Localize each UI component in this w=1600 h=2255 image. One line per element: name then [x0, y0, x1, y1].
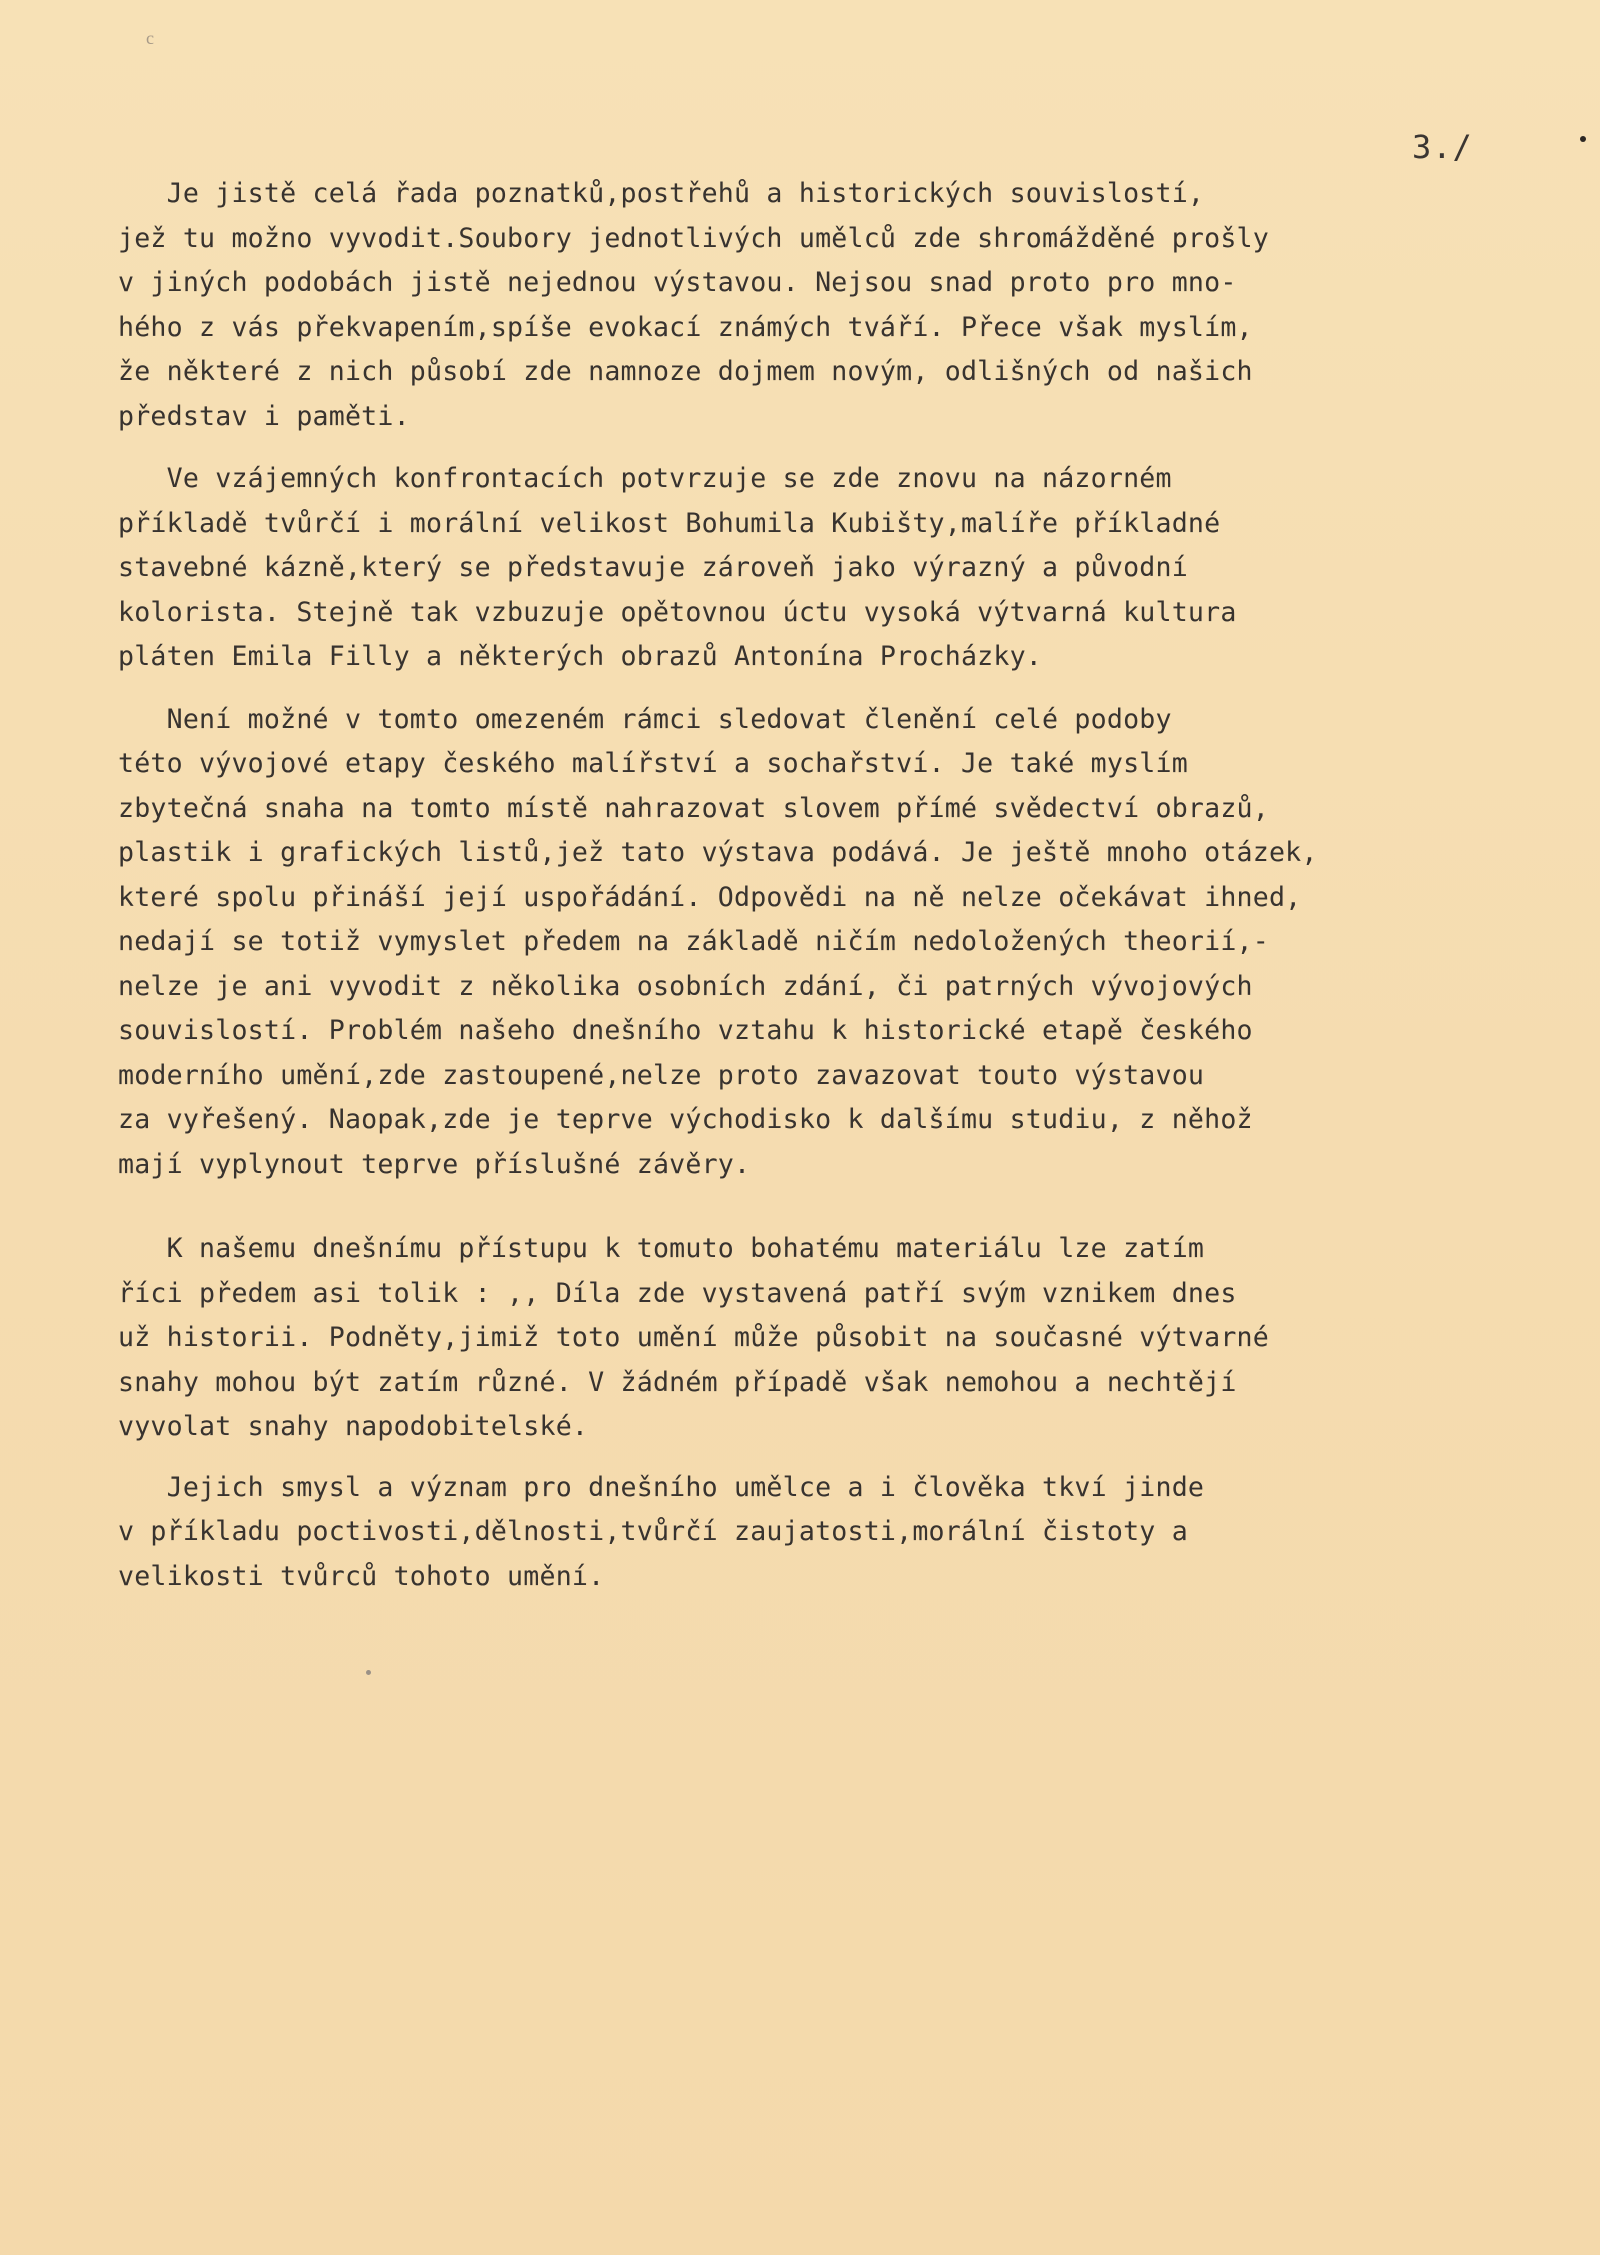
text-line: Ve vzájemných konfrontacích potvrzuje se zde znovu na názorném [118, 463, 1172, 494]
text-line: velikosti tvůrců tohoto umění. [118, 1560, 605, 1592]
paragraph-gap [118, 1450, 1538, 1466]
ink-speck [366, 1670, 371, 1675]
text-line: které spolu přináší její uspořádání. Odpovědi na ně nelze očekávat ihned, [118, 881, 1302, 913]
paragraph-gap [118, 439, 1538, 457]
corner-mark: c [146, 28, 154, 48]
text-line: že některé z nich působí zde namnoze dojmem novým, odlišných od našich [118, 356, 1253, 387]
text-line: v jiných podobách jistě nejednou výstavou. Nejsou snad proto pro mno- [118, 267, 1237, 298]
text-line: za vyřešený. Naopak,zde je teprve východisko k dalšímu studiu, z něhož [118, 1104, 1253, 1135]
text-line: nelze je ani vyvodit z několika osobních zdání, či patrných vývojových [118, 970, 1253, 1002]
ink-speck [1580, 136, 1586, 142]
text-line: říci předem asi tolik : ,, Díla zde vystavená patří svým vznikem dnes [118, 1277, 1237, 1309]
document-body [118, 172, 1538, 1599]
paragraph-5 [118, 1466, 1538, 1600]
text-line: jež tu možno vyvodit.Soubory jednotlivých umělců zde shromážděné prošly [118, 222, 1269, 254]
paragraph-gap [118, 1187, 1538, 1227]
text-line: kolorista. Stejně tak vzbuzuje opětovnou úctu vysoká výtvarná kultura [118, 596, 1237, 628]
text-line: Jejich smysl a význam pro dnešního umělce a i člověka tkví jinde [118, 1471, 1205, 1503]
paragraph-gap [118, 680, 1538, 698]
text-line: Není možné v tomto omezeném rámci sledovat členění celé podoby [118, 703, 1172, 735]
text-line: Je jistě celá řada poznatků,postřehů a historických souvislostí, [118, 178, 1205, 209]
text-line: pláten Emila Filly a některých obrazů Antonína Procházky. [118, 641, 1043, 672]
text-line: mají vyplynout teprve příslušné závěry. [118, 1148, 751, 1180]
paragraph-1 [118, 172, 1538, 439]
text-line: této vývojové etapy českého malířství a sochařství. Je také myslím [118, 748, 1188, 779]
text-line: snahy mohou být zatím různé. V žádném případě však nemohou a nechtějí [118, 1366, 1237, 1398]
text-line: plastik i grafických listů,jež tato výstava podává. Je ještě mnoho otázek, [118, 837, 1318, 868]
text-line: vyvolat snahy napodobitelské. [118, 1411, 589, 1442]
text-line: představ i paměti. [118, 400, 410, 432]
text-line: moderního umění,zde zastoupené,nelze proto zavazovat touto výstavou [118, 1059, 1205, 1091]
text-line: K našemu dnešnímu přístupu k tomuto bohatému materiálu lze zatím [118, 1233, 1205, 1264]
text-line: souvislostí. Problém našeho dnešního vztahu k historické etapě českého [118, 1015, 1253, 1046]
paragraph-2 [118, 457, 1538, 680]
page-number: 3./ [1412, 128, 1473, 166]
text-line: už historii. Podněty,jimiž toto umění může působit na současné výtvarné [118, 1322, 1269, 1353]
text-line: příkladě tvůrčí i morální velikost Bohumila Kubišty,malíře příkladné [118, 507, 1221, 539]
text-line: zbytečná snaha na tomto místě nahrazovat slovem přímé svědectví obrazů, [118, 792, 1269, 824]
text-line: stavebné kázně,který se představuje zároveň jako výrazný a původní [118, 552, 1188, 583]
text-line: hého z vás překvapením,spíše evokací známých tváří. Přece však myslím, [118, 311, 1253, 343]
text-line: nedají se totiž vymyslet předem na základě ničím nedoložených theorií,- [118, 926, 1269, 957]
paragraph-3 [118, 698, 1538, 1188]
text-line: v příkladu poctivosti,dělnosti,tvůrčí zaujatosti,morální čistoty a [118, 1516, 1188, 1547]
paragraph-4 [118, 1227, 1538, 1450]
